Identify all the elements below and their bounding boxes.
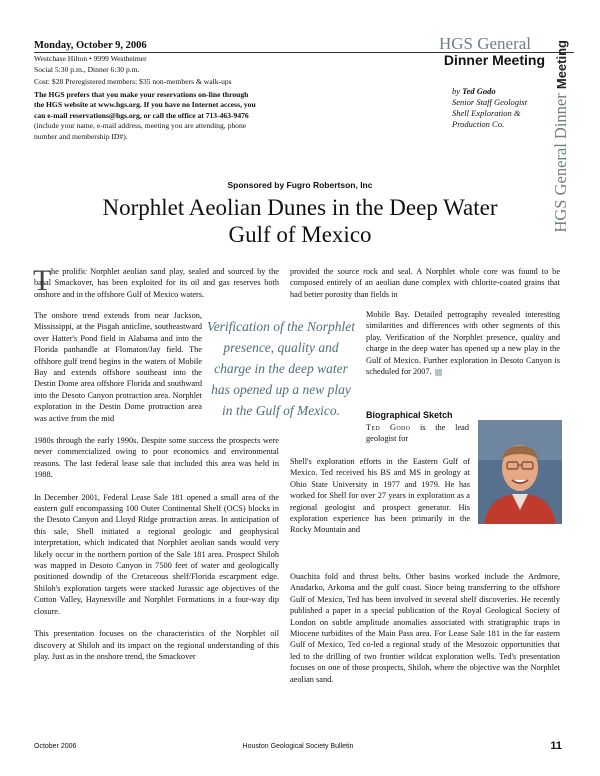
paragraph-1-full: he prolific Norphlet aeolian sand play, sealed and sourced by the basal Smackover, has been exploited for its oil and gas reserves both onshore and in the offshore Gulf of Mexico waters.	[34, 267, 279, 299]
author-role: Senior Staff Geologist	[452, 97, 528, 107]
paragraph-1-narrow: The onshore trend extends from near Jackson, Mississippi, at the Pisgah anticline, southeastward over Hatter's Pond field in Alabama and into the Florida panhandle at Flomaton/Jay field. The offshore gulf trend begins in the waters of Mobile Bay and extends offshore southeast into the Destin Dome area offshore Florida and southward into the Desoto Canyon protraction area. Norphlet exploration in the Destin Dome protraction area was active from the mid	[34, 311, 202, 423]
portrait-illustration	[478, 420, 562, 524]
times: Social 5:30 p.m., Dinner 6:30 p.m.	[34, 64, 140, 74]
author-company-2: Production Co.	[452, 119, 505, 129]
reservation-line-2: the HGS website at www.hgs.org. If you have no Internet access, you	[34, 100, 256, 109]
vertical-light: HGS General Dinner	[551, 93, 570, 233]
reservation-line-1: The HGS prefers that you make your reservations on-line through	[34, 89, 249, 99]
bio-intro: Ted Godo is the lead geologist for	[366, 423, 469, 444]
author-company: Shell Exploration &	[452, 108, 521, 118]
article-title-line-2: Gulf of Mexico	[228, 222, 372, 247]
reservation-line-3: can e-mail reservations@hgs.org, or call the office at 713-463-9476	[34, 110, 249, 120]
vertical-bold: Meeting	[554, 40, 569, 90]
sponsor-line: Sponsored by Fugro Robertson, Inc	[227, 180, 373, 190]
author-name: Ted Godo	[462, 86, 496, 96]
paragraph-2: In December 2001, Federal Lease Sale 181 opened a small area of the eastern gulf encompassing 100 Outer Continental Shelf (OCS) blocks in the Desoto Canyon and Lloyd Ridge protraction areas. In anticipation of this sale, Shell initiated a regional geologic and geophysical interpretation, which indicated that Norphlet aeolian sands would very likely occur in the northern portion of the Sale 181 area. Prospect Shiloh was mapped in Desoto Canyon in 7500 feet of water and geologically positioned downdip of the Cretaceous shelf/Florida escarpment edge. Shiloh's exploration targets were stacked Jurassic age objectives of the Cotton Valley, Haynesville and Norphlet Formations in a four-way dip closure.	[34, 492, 279, 616]
bio-heading: Biographical Sketch	[366, 410, 453, 420]
bio-middle: Shell's exploration efforts in the Eastern Gulf of Mexico. Ted received his BS and MS in geology at Ohio State University in 1977 and 1979. He has worked for Shell for over 27 years in exploration as a regional geologist and prospect generator. His exploration experience has been primarily in the Rocky Mountain and	[290, 457, 470, 535]
author-photo	[478, 420, 562, 524]
drop-cap: T	[33, 264, 52, 297]
author-byline: by Ted Godo	[452, 86, 496, 96]
paragraph-1-rest: 1980s through the early 1990s. Despite some success the prospects were never commercialized owing to poor economics and environmental reasons. The last federal lease sale that included this area was held in 1988.	[34, 436, 279, 480]
left-column-rest	[34, 435, 279, 662]
author-block	[452, 86, 562, 130]
page-number: 11	[550, 740, 562, 752]
section-label-small: HGS General	[438, 34, 532, 53]
pull-quote: Verification of the Norphlet presence, quality and charge in the deep water has opened up a new play in the Gulf of Mexico.	[206, 319, 356, 418]
reservation-note-2: number and membership ID#).	[34, 131, 128, 141]
right-column-top: provided the source rock and seal. A Norphlet whole core was found to be composed entirely of an aeolian dune complex with chlorite-coated grains that had better porosity than fields in	[290, 267, 560, 299]
venue: Westchase Hilton • 9999 Westheimer	[34, 54, 147, 63]
bio-full-width: Ouachita fold and thrust belts. Other basins worked include the Ardmore, Anadarko, Arkoma and the gulf coast. Since being transferring to the offshore Gulf of Mexico, Ted has been involved in several shelf discoveries. He recently published a paper in a special publication of the Royal Geological Society of London on subtle amplitude anomalies associated with stratigraphic traps in Miocene turbidites of the Main Pass area. For Lease Sale 181 in the far eastern Gulf of Mexico, Ted co-led a regional study of the Mesozoic opportunities that led to the drilling of two frontier wildcat exploration wells. Ted's presentation focuses on one of those prospects, Shiloh, where the objective was the Norphlet aeolian sand.	[290, 572, 560, 684]
reservation-note-1: (include your name, e-mail address, meeting you are attending, phone	[34, 121, 247, 130]
right-column-mid: Mobile Bay. Detailed petrography revealed interesting similarities and differences with other segments of this play. Verification of the Norphlet presence, quality and charge in the deep water has opened up a new play in the Gulf of Mexico. Further exploration in Desoto Canyon is scheduled for 2007.	[366, 310, 560, 377]
footer-publication: Houston Geological Society Bulletin	[242, 743, 354, 750]
meeting-info	[34, 54, 269, 142]
article-title-line-1: Norphlet Aeolian Dunes in the Deep Water	[102, 195, 498, 220]
page-footer	[34, 741, 562, 753]
paragraph-3: This presentation focuses on the characteristics of the Norphlet oil discovery at Shiloh and its impact on the regional understanding of this play. Just as in the onshore trend, the Smackover	[34, 629, 279, 661]
footer-issue: October 2006	[34, 743, 77, 750]
end-mark-icon	[435, 369, 442, 376]
section-label-big: Dinner Meeting	[443, 52, 545, 68]
meeting-date: Monday, October 9, 2006	[34, 40, 147, 51]
cost: Cost: $28 Preregistered members; $35 non-members & walk-ups	[34, 77, 232, 86]
bio-name: Ted Godo	[366, 423, 411, 432]
